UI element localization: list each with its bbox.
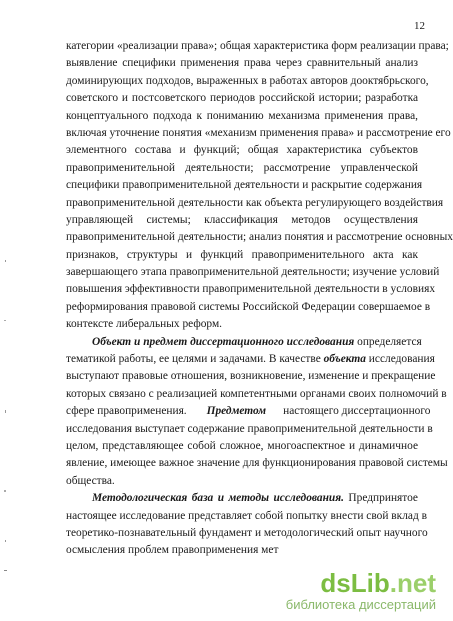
scan-margin-marks	[3, 260, 9, 600]
watermark	[286, 569, 436, 613]
text-line: целом, представляющее собой сложное, многоаспектное и динамичное	[66, 439, 418, 452]
text-line: правоприменительной деятельности; анализ понятия и рассмотрение основных	[66, 231, 453, 244]
text-line: категории «реализации права»; общая характеристика форм реализации права;	[66, 40, 449, 52]
text-line: Объект и предмет диссертационного исследования определяется	[92, 335, 422, 348]
text-line: признаков, структуры и функций правоприменительного акта как	[66, 248, 418, 261]
paragraph-object-subject	[66, 334, 448, 491]
text-line: контексте либеральных реформ.	[66, 318, 223, 331]
watermark-subtitle: библиотека диссертаций	[285, 597, 436, 612]
text-line: советского и постсоветского периодов российской истории; разработка	[66, 92, 418, 105]
text-line: завершающего этапа правоприменительной деятельности; изучение условий	[66, 266, 440, 279]
text-line: сфере правоприменения. Предметом настоящего диссертационного	[66, 405, 431, 418]
text-line: правоприменительной деятельности; рассмотрение управленческой	[66, 161, 418, 174]
text-line: явление, имеющее важное значение для функционирования правовой системы	[66, 457, 448, 470]
text-line: выступают правовые отношения, возникновение, изменение и прекращение	[66, 370, 436, 383]
term-subject: Предметом	[206, 405, 267, 418]
term-object: объекта	[323, 353, 366, 366]
text-line: Методологическая база и методы исследования. Предпринятое	[92, 492, 418, 505]
text-line: выявление специфики применения права через сравнительный анализ	[66, 57, 418, 70]
body-text	[66, 38, 453, 560]
text-line: повышения эффективности правоприменительной деятельности в условиях	[66, 283, 436, 296]
paragraph-methodology	[66, 490, 428, 560]
text-line: общества.	[66, 474, 115, 487]
text-line: тематикой работы, ее целями и задачами. В качестве объекта исследования	[66, 353, 435, 366]
section-heading-object: Объект и предмет диссертационного исследования	[92, 335, 355, 348]
text-line: элементного состава и функций; общая характеристика субъектов	[66, 144, 418, 157]
watermark-logo: dsLib.net	[320, 568, 436, 598]
text-line: управляющей системы; классификация методов осуществления	[66, 213, 418, 226]
text-line: которых связано с реализацией компетентными органами своих полномочий в	[66, 387, 447, 400]
text-line: настоящее исследование представляет собой попытку внести свой вклад в	[66, 509, 427, 522]
text-line: доминирующих подходов, выраженных в работах авторов дооктябрьского,	[66, 74, 429, 87]
text-line: исследования выступает содержание правоприменительной деятельности в	[66, 422, 433, 435]
text-line: теоретико-познавательный фундамент и методологический опыт научного	[66, 526, 428, 539]
text-line: концептуального подхода к пониманию механизма применения права,	[66, 109, 418, 122]
text-line: правоприменительной деятельности как объекта регулирующего воздействия	[66, 196, 444, 209]
text-line: осмысления проблем правоприменения мет	[66, 544, 279, 557]
text-line: включая уточнение понятия «механизм применения права» и рассмотрение его	[66, 126, 451, 139]
page-number: 12	[414, 20, 425, 32]
paragraph-tasks	[66, 38, 453, 334]
section-heading-methodology: Методологическая база и методы исследования.	[92, 492, 344, 505]
text-line: реформирования правовой системы Российской Федерации совершаемое в	[66, 300, 431, 313]
text-line: специфики правоприменительной деятельности и раскрытие содержания	[66, 179, 423, 192]
